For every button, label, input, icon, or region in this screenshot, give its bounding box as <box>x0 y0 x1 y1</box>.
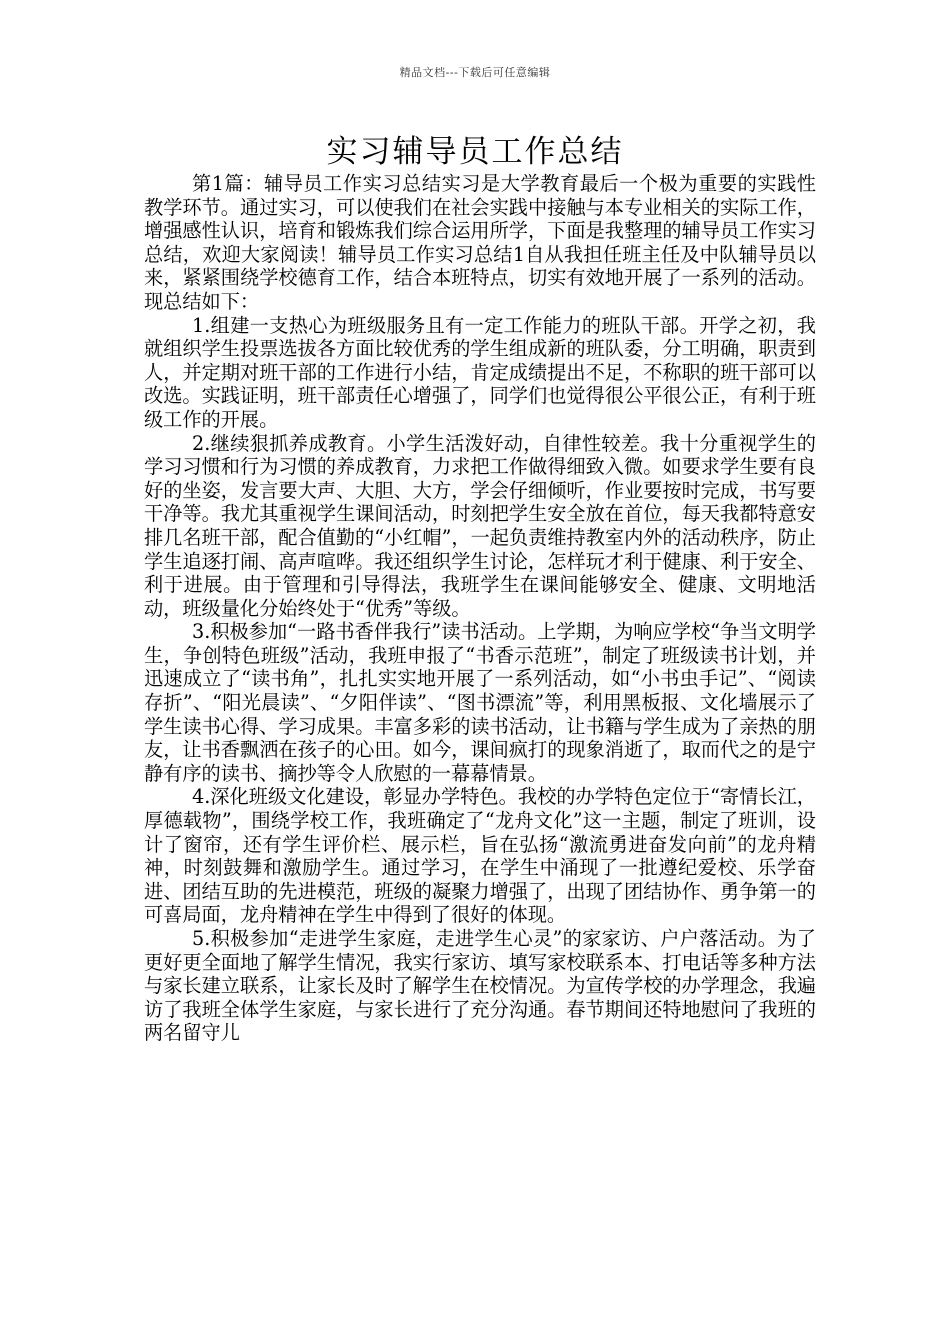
paragraph-item-4: 4.深化班级文化建设，彰显办学特色。我校的办学特色定位于“寄情长江，厚德载物”，围绕学校工作，我班确定了“龙舟文化”这一主题，制定了班训，设计了窗帘，还有学生评价栏、展示栏，旨在弘扬“激流勇进奋发向前”的龙舟精神，时刻鼓舞和激励学生。通过学习，在学生中涌现了一批遵纪爱校、乐学奋进、团结互助的先进模范，班级的凝聚力增强了，出现了团结协作、勇争第一的可喜局面，龙舟精神在学生中得到了很好的体现。 <box>144 785 816 927</box>
document-title: 实习辅导员工作总结 <box>326 134 624 170</box>
paragraph-item-5: 5.积极参加“走进学生家庭，走进学生心灵”的家家访、户户落活动。为了更好更全面地了解学生情况，我实行家访、填写家校联系本、打电话等多种方法与家长建立联系，让家长及时了解学生在校情况。为宣传学校的办学理念，我遍访了我班全体学生家庭，与家长进行了充分沟通。春节期间还特地慰问了我班的两名留守儿 <box>144 927 816 1045</box>
paragraph-item-3: 3.积极参加“一路书香伴我行”读书活动。上学期，为响应学校“争当文明学生，争创特色班级”活动，我班申报了“书香示范班”，制定了班级读书计划，并迅速成立了“读书角”，扎扎实实地开展了一系列活动，如“小书虫手记”、“阅读存折”、“阳光晨读”、“夕阳伴读”、“图书漂流”等，利用黑板报、文化墙展示了学生读书心得、学习成果。丰富多彩的读书活动，让书籍与学生成为了亲热的朋友，让书香飘洒在孩子的心田。如今，课间疯打的现象消逝了，取而代之的是宁静有序的读书、摘抄等令人欣慰的一幕幕情景。 <box>144 620 816 785</box>
paragraph-item-2: 2.继续狠抓养成教育。小学生活泼好动，自律性较差。我十分重视学生的学习习惯和行为习惯的养成教育，力求把工作做得细致入微。如要求学生要有良好的坐姿，发言要大声、大胆、大方，学会仔细倾听，作业要按时完成，书写要干净等。我尤其重视学生课间活动，时刻把学生安全放在首位，每天我都特意安排几名班干部，配合值勤的“小红帽”，一起负责维持教室内外的活动秩序，防止学生追逐打闹、高声喧哗。我还组织学生讨论，怎样玩才利于健康、利于安全、利于进展。由于管理和引导得法，我班学生在课间能够安全、健康、文明地活动，班级量化分始终处于“优秀”等级。 <box>144 431 816 620</box>
document-body <box>144 172 816 1045</box>
page-header: 精品文档---下载后可任意编辑 <box>399 66 551 79</box>
paragraph-item-1: 1.组建一支热心为班级服务且有一定工作能力的班队干部。开学之初，我就组织学生投票选拔各方面比较优秀的学生组成新的班队委，分工明确，职责到人，并定期对班干部的工作进行小结，肯定成绩提出不足，不称职的班干部可以改选。实践证明，班干部责任心增强了，同学们也觉得很公平很公正，有利于班级工作的开展。 <box>144 313 816 431</box>
paragraph-intro: 第1篇：辅导员工作实习总结实习是大学教育最后一个极为重要的实践性教学环节。通过实习，可以使我们在社会实践中接触与本专业相关的实际工作，增强感性认识，培育和锻炼我们综合运用所学，下面是我整理的辅导员工作实习总结，欢迎大家阅读！辅导员工作实习总结1自从我担任班主任及中队辅导员以来，紧紧围绕学校德育工作，结合本班特点，切实有效地开展了一系列的活动。现总结如下： <box>144 172 816 313</box>
